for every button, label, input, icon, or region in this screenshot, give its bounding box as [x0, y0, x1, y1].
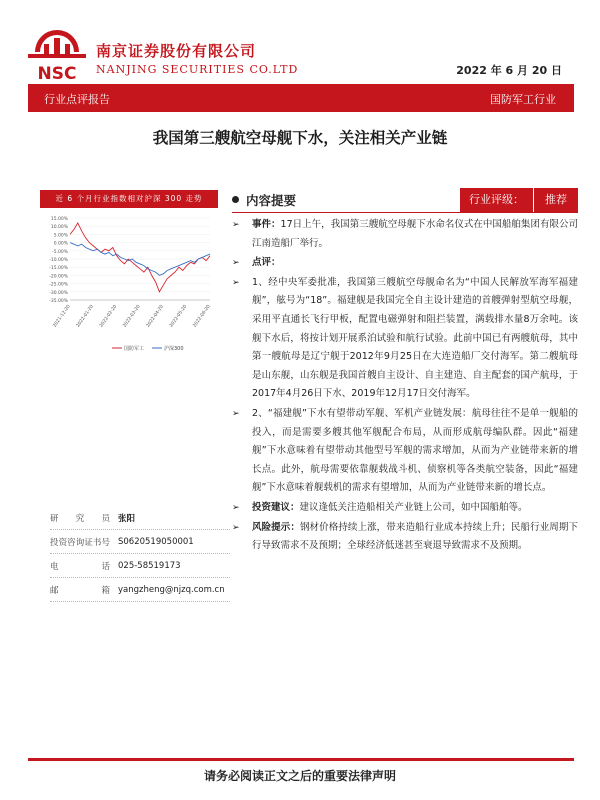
chart-canvas: [40, 208, 218, 358]
arrow-bullet-icon: ➢: [232, 502, 240, 513]
chart-x-tick-label: 2022-05-20: [169, 304, 189, 329]
risk-text: 钢材价格持续上涨，带来造船行业成本持续上升；民船行业周期下行导致需求不及预期；全球经济低迷甚至衰退导致需求不及预期。: [252, 521, 578, 552]
arrow-bullet-icon: ➢: [232, 220, 240, 230]
event-label: 事件：: [252, 219, 281, 230]
chart-y-tick-label: -20.00%: [49, 274, 68, 280]
analyst-info: [50, 506, 230, 602]
point1-text: 1、经中央军委批准，我国第三艘航空母舰命名为“中国人民解放军海军福建舰”，舷号为“18”。福建舰是我国完全自主设计建造的首艘弹射型航空母舰，采用平直通长飞行甲板，配置电磁弹射和阻拦装置，满载排水量8万余吨。该舰下水后，将按计划开展系泊试验和航行试验。此前中国已有两艘航母，其中第一艘航母是辽宁舰于2012年9月25日在大连造船厂交付海军。第二艘航母是山东舰，山东舰是我国首艘自主设计、自主建造、自主配套的国产航母，于2017年4月26日下水、2019年12月17日交付海军。: [252, 276, 578, 400]
chart-y-tick-label: 5.00%: [53, 233, 68, 239]
analyst-row: [50, 506, 230, 530]
chart-x-tick-label: 2022-06-20: [192, 304, 212, 329]
chart-y-tick-label: 10.00%: [50, 225, 68, 231]
chart-series-industry: [70, 223, 210, 292]
rating-value: 推荐: [545, 193, 567, 206]
chart-y-tick-label: 15.00%: [50, 217, 68, 222]
summary-content: [230, 216, 578, 557]
report-date: 2022 年 6 月 20 日: [456, 64, 562, 77]
chart-x-tick-label: 2022-02-20: [99, 304, 119, 329]
chart-title: 近 6 个月行业指数相对沪深 300 走势: [40, 190, 218, 208]
arrow-bullet-icon: ➢: [232, 408, 240, 419]
summary-heading: 内容提要: [246, 193, 297, 208]
analyst-value: 张阳: [118, 513, 136, 524]
chart-y-tick-label: 0.00%: [53, 241, 68, 247]
analyst-value: S0620519050001: [118, 536, 194, 547]
chart-y-tick-label: -15.00%: [49, 266, 68, 272]
point1-paragraph: [230, 274, 578, 404]
performance-chart: [40, 190, 218, 358]
analyst-value: 025-58519173: [118, 560, 181, 571]
chart-y-tick-label: -10.00%: [49, 258, 68, 263]
report-title: 我国第三艘航空母舰下水，关注相关产业链: [152, 129, 448, 147]
company-logo: [22, 26, 92, 84]
arrow-bullet-icon: ➢: [232, 522, 240, 533]
company-name-cn: 南京证券股份有限公司: [96, 42, 257, 60]
chart-x-tick-label: 2022-03-20: [122, 304, 142, 329]
comment-label: 点评：: [252, 257, 281, 269]
event-paragraph: [230, 216, 578, 253]
point2-text: 2、“福建舰”下水有望带动军舰、军机产业链发展：航母往往不是单一舰船的投入，而是需要多艘其他军舰配合布局，从而形成航母编队群。因此“福建舰”下水意味着有望带动其他型号军舰的需求增加，从而为产业链带来新的增长点。此外，航母需要依靠舰载战斗机、侦察机等各类航空装备，因此“福建舰”下水意味着舰载机的需求有望增加，从而为产业链带来新的增长点。: [252, 407, 578, 494]
analyst-email[interactable]: yangzheng@njzq.com.cn: [118, 584, 225, 595]
chart-legend-label: 沪深300: [164, 346, 184, 352]
invest-paragraph: [230, 499, 578, 518]
legal-notice: 请务必阅读正文之后的重要法律声明: [203, 769, 396, 783]
summary-divider: [232, 212, 578, 213]
arrow-bullet-icon: ➢: [232, 277, 240, 288]
company-name-en: NANJING SECURITIES CO.LTD: [96, 63, 299, 76]
analyst-key: 投资咨询证书号: [50, 537, 110, 548]
chart-x-tick-label: 2021-12-20: [52, 304, 72, 329]
comment-paragraph: [230, 254, 578, 273]
analyst-key: 研 究 员: [50, 513, 110, 524]
invest-label: 投资建议：: [252, 501, 300, 513]
bullet-dot-icon: [232, 196, 239, 203]
report-type: 行业点评报告: [44, 93, 110, 106]
analyst-row: [50, 530, 230, 554]
analyst-key: 邮 箱: [50, 585, 110, 596]
industry-label: 国防军工行业: [490, 93, 556, 106]
chart-x-tick-label: 2022-04-20: [145, 304, 165, 329]
risk-paragraph: [230, 519, 578, 556]
risk-label: 风险提示：: [252, 521, 300, 533]
event-text: 17日上午，我国第三艘航空母舰下水命名仪式在中国船舶集团有限公司江南造船厂举行。: [252, 219, 578, 249]
analyst-row: [50, 554, 230, 578]
point2-paragraph: [230, 405, 578, 498]
chart-y-tick-label: -35.00%: [49, 299, 68, 304]
footer-divider: [28, 758, 574, 761]
analyst-row: [50, 578, 230, 602]
invest-text: 建议逢低关注造船相关产业链上公司，如中国船舶等。: [299, 501, 528, 513]
rating-label: 行业评级：: [460, 188, 534, 212]
chart-y-tick-label: -5.00%: [52, 249, 68, 255]
rating-box: [460, 188, 578, 212]
svg-text:NSC: NSC: [37, 64, 77, 84]
chart-y-tick-label: -25.00%: [49, 282, 68, 288]
arrow-bullet-icon: ➢: [232, 258, 240, 269]
chart-x-tick-label: 2022-01-20: [75, 304, 95, 329]
analyst-key: 电 话: [50, 561, 110, 572]
chart-legend-label: 国防军工: [124, 346, 145, 352]
chart-y-tick-label: -30.00%: [49, 290, 68, 296]
